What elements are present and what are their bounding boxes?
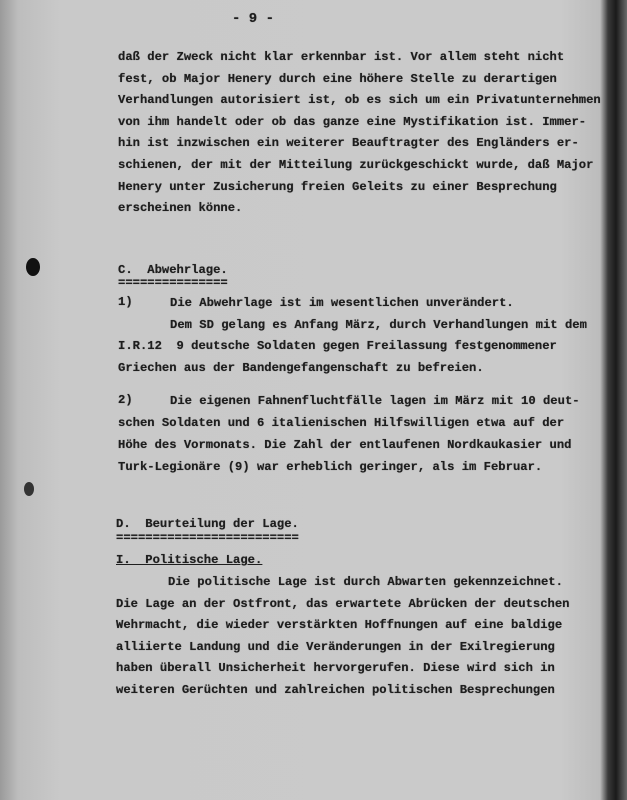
item2-line: Die eigenen Fahnenfluchtfälle lagen im März mit 10 deut- <box>170 394 580 408</box>
item1-line: Dem SD gelang es Anfang März, durch Verhandlungen mit dem <box>170 318 587 332</box>
text-line: haben überall Unsicherheit hervorgerufen. Diese wird sich in <box>116 661 555 676</box>
section-d-subheading: I. Politische Lage. <box>116 553 263 567</box>
section-d-heading: D. Beurteilung der Lage. <box>116 517 299 531</box>
item1-number: 1) <box>118 295 133 309</box>
text-line: Die Lage an der Ostfront, das erwartete Abrücken der deutschen <box>116 596 570 611</box>
section-c-heading: C. Abwehrlage. <box>118 263 228 277</box>
punch-hole-top <box>26 258 40 276</box>
section-c-rule: =============== <box>118 276 228 290</box>
text-line: daß der Zweck nicht klar erkennbar ist. Vor allem steht nicht <box>118 50 565 64</box>
item1-line: I.R.12 9 deutsche Soldaten gegen Freilassung festgenommener <box>118 339 557 353</box>
item2-line: schen Soldaten und 6 italienischen Hilfswilligen etwa auf der <box>118 416 565 430</box>
text-line: fest, ob Major Henery durch eine höhere Stelle zu derartigen <box>118 71 557 86</box>
item2-line: Höhe des Vormonats. Die Zahl der entlaufenen Nordkaukasier und <box>118 438 572 452</box>
page-number: - 9 - <box>232 11 275 27</box>
text-line: Henery unter Zusicherung freien Geleits zu einer Besprechung <box>118 179 557 194</box>
item1-line: Die Abwehrlage ist im wesentlichen unverändert. <box>170 296 514 310</box>
item2-number: 2) <box>118 393 133 407</box>
text-line: Verhandlungen autorisiert ist, ob es sich um ein Privatunternehmen <box>118 93 601 108</box>
text-line: hin ist inzwischen ein weiterer Beauftragter des Engländers er- <box>118 136 579 151</box>
text-line: Die politische Lage ist durch Abwarten gekennzeichnet. <box>168 575 563 589</box>
section-d-rule: ========================= <box>116 531 299 545</box>
text-line: schienen, der mit der Mitteilung zurückgeschickt wurde, daß Major <box>118 158 594 172</box>
text-line: weiteren Gerüchten und zahlreichen politischen Besprechungen <box>116 683 555 697</box>
item2-line: Turk-Legionäre (9) war erheblich geringer, als im Februar. <box>118 460 543 474</box>
item1-line: Griechen aus der Bandengefangenschaft zu befreien. <box>118 361 484 375</box>
text-line: erscheinen könne. <box>118 201 243 216</box>
text-line: Wehrmacht, die wieder verstärkten Hoffnungen auf eine baldige <box>116 618 563 633</box>
text-line: alliierte Landung und die Veränderungen in der Exilregierung <box>116 639 555 654</box>
punch-hole-bottom <box>24 482 34 496</box>
text-line: von ihm handelt oder ob das ganze eine Mystifikation ist. Immer- <box>118 114 587 129</box>
